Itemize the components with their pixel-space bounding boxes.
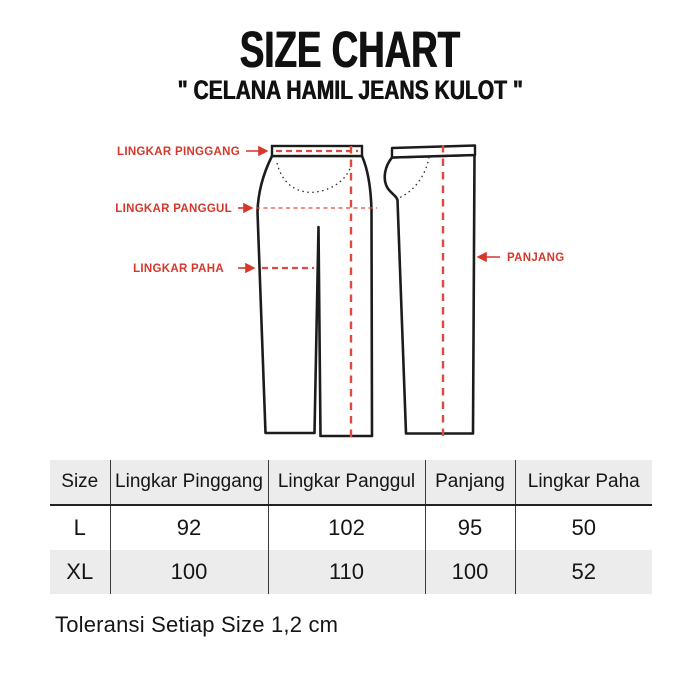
cell-value: 102 (268, 505, 425, 550)
table-header-row (50, 460, 652, 505)
cell-value: 110 (268, 550, 425, 594)
col-header-lingkar-paha: Lingkar Paha (515, 460, 652, 505)
page-title: SIZE CHART (239, 21, 461, 78)
cell-value: 52 (515, 550, 652, 594)
label-lingkar-paha: LINGKAR PAHA (133, 263, 224, 275)
cell-value: 50 (571, 515, 596, 540)
size-table (50, 460, 652, 594)
tolerance-note: Toleransi Setiap Size 1,2 cm (55, 612, 339, 637)
pants-front-outline (258, 156, 373, 436)
cell-size: XL (50, 550, 110, 594)
pants-diagram (0, 130, 700, 460)
label-lingkar-panggul: LINGKAR PANGGUL (115, 203, 232, 215)
col-header-size: Size (50, 460, 110, 505)
header (0, 21, 700, 105)
pants-diagram-svg (0, 130, 700, 460)
page-subtitle: " CELANA HAMIL JEANS KULOT " (177, 75, 523, 105)
pants-side-outline (385, 155, 475, 434)
cell-value: 95 (425, 505, 515, 550)
col-header-panjang: Panjang (425, 460, 515, 505)
label-panjang: PANJANG (507, 252, 565, 264)
pants-side-waistband (392, 146, 475, 158)
label-lingkar-pinggang: LINGKAR PINGGANG (117, 146, 240, 158)
table-row-xl (50, 550, 652, 594)
col-header-lingkar-pinggang: Lingkar Pinggang (110, 460, 268, 505)
table-row-l (50, 505, 652, 550)
cell-value: 92 (110, 505, 268, 550)
col-header-lingkar-panggul: Lingkar Panggul (268, 460, 425, 505)
cell-value: 100 (110, 550, 268, 594)
cell-size: L (50, 505, 110, 550)
cell-value: 100 (425, 550, 515, 594)
